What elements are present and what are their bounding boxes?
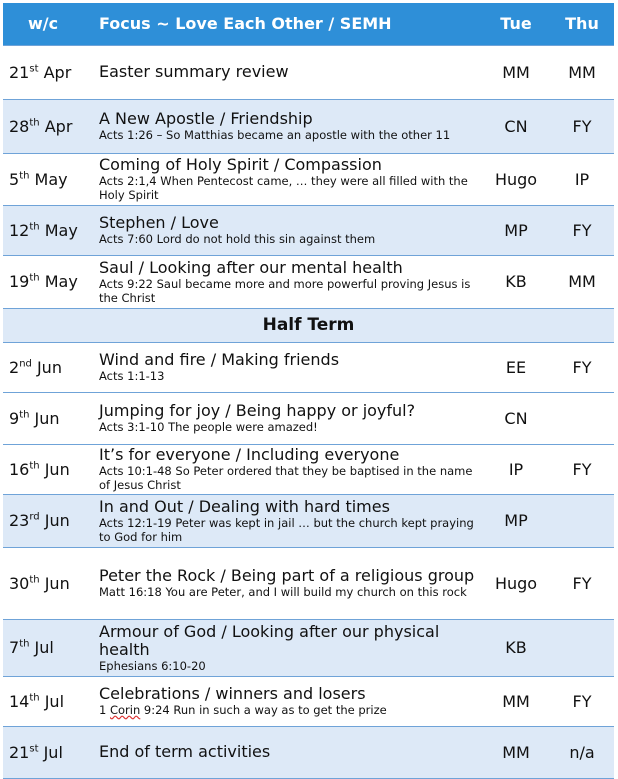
tue-leader: MP — [482, 205, 550, 255]
week-date: 19th May — [3, 255, 95, 308]
header-thu: Thu — [550, 3, 614, 45]
focus-reference: Acts 9:22 Saul became more and more powerful proving Jesus is the Christ — [99, 276, 471, 305]
table-row — [3, 392, 614, 444]
tue-leader: MM — [482, 676, 550, 726]
focus-title: Celebrations / winners and losers — [99, 684, 366, 703]
tue-leader: KB — [482, 619, 550, 676]
focus-title: Jumping for joy / Being happy or joyful? — [99, 401, 416, 420]
tue-leader: Hugo — [482, 153, 550, 205]
week-focus — [95, 619, 482, 676]
half-term-row — [3, 308, 614, 342]
thu-leader — [550, 392, 614, 444]
focus-reference: Acts 7:60 Lord do not hold this sin against them — [99, 232, 376, 246]
header-wc: w/c — [3, 3, 95, 45]
schedule-table — [3, 3, 614, 779]
thu-leader: FY — [550, 547, 614, 619]
focus-title: Peter the Rock / Being part of a religious group — [99, 566, 475, 585]
thu-leader: FY — [550, 444, 614, 494]
week-date: 21st Jul — [3, 726, 95, 778]
thu-leader: FY — [550, 676, 614, 726]
header-row — [3, 3, 614, 45]
week-date: 12th May — [3, 205, 95, 255]
week-focus — [95, 547, 482, 619]
week-date: 2nd Jun — [3, 342, 95, 392]
table-row — [3, 342, 614, 392]
table-row — [3, 547, 614, 619]
week-date: 23rd Jun — [3, 494, 95, 547]
tue-leader: Hugo — [482, 547, 550, 619]
thu-leader: MM — [550, 45, 614, 99]
focus-title: Saul / Looking after our mental health — [99, 257, 403, 277]
focus-reference: Acts 3:1-10 The people were amazed! — [99, 420, 318, 434]
thu-leader: FY — [550, 205, 614, 255]
week-date: 21st Apr — [3, 45, 95, 99]
week-focus — [95, 153, 482, 205]
tue-leader: CN — [482, 99, 550, 153]
half-term-label: Half Term — [3, 308, 614, 342]
spellcheck-word: Corin — [109, 703, 141, 717]
tue-leader: MM — [482, 726, 550, 778]
table-row — [3, 153, 614, 205]
focus-reference: Ephesians 6:10-20 — [99, 658, 206, 673]
focus-title: End of term activities — [99, 742, 271, 761]
tue-leader: MP — [482, 494, 550, 547]
week-focus — [95, 255, 482, 308]
tue-leader: KB — [482, 255, 550, 308]
tue-leader: MM — [482, 45, 550, 99]
week-focus — [95, 45, 482, 99]
thu-leader: IP — [550, 153, 614, 205]
tue-leader: IP — [482, 444, 550, 494]
table-row — [3, 619, 614, 676]
table-row — [3, 99, 614, 153]
week-focus — [95, 99, 482, 153]
table-row — [3, 726, 614, 778]
week-focus — [95, 392, 482, 444]
tue-leader: CN — [482, 392, 550, 444]
table-row — [3, 205, 614, 255]
tue-leader: EE — [482, 342, 550, 392]
week-date: 28th Apr — [3, 99, 95, 153]
table-row — [3, 494, 614, 547]
week-focus — [95, 494, 482, 547]
focus-title: Wind and fire / Making friends — [99, 350, 340, 369]
focus-title: Coming of Holy Spirit / Compassion — [99, 155, 382, 174]
focus-reference: Acts 1:1-13 — [99, 369, 165, 383]
focus-reference: Acts 2:1,4 When Pentecost came, … they were all filled with the Holy Spirit — [99, 174, 468, 202]
focus-title: In and Out / Dealing with hard times — [99, 496, 390, 516]
week-date: 16th Jun — [3, 444, 95, 494]
thu-leader: FY — [550, 342, 614, 392]
focus-reference: 1 Corin 9:24 Run in such a way as to get the prize — [99, 703, 387, 717]
week-date: 9th Jun — [3, 392, 95, 444]
focus-title: Stephen / Love — [99, 213, 219, 232]
header-tue: Tue — [482, 3, 550, 45]
focus-reference: Matt 16:18 You are Peter, and I will build my church on this rock — [99, 585, 467, 599]
week-date: 14th Jul — [3, 676, 95, 726]
focus-title: Armour of God / Looking after our physical health — [99, 621, 440, 659]
week-focus — [95, 444, 482, 494]
week-focus — [95, 676, 482, 726]
focus-reference: Acts 12:1-19 Peter was kept in jail … but the church kept praying to God for him — [99, 515, 474, 544]
week-date: 5th May — [3, 153, 95, 205]
thu-leader — [550, 494, 614, 547]
week-focus — [95, 205, 482, 255]
week-date: 7th Jul — [3, 619, 95, 676]
week-date: 30th Jun — [3, 547, 95, 619]
thu-leader: FY — [550, 99, 614, 153]
table-row — [3, 255, 614, 308]
focus-title: It’s for everyone / Including everyone — [99, 445, 400, 464]
week-focus — [95, 726, 482, 778]
table-row — [3, 45, 614, 99]
week-focus — [95, 342, 482, 392]
table-row — [3, 676, 614, 726]
table-row — [3, 444, 614, 494]
focus-reference: Acts 1:26 – So Matthias became an apostle with the other 11 — [99, 128, 451, 142]
header-focus: Focus ~ Love Each Other / SEMH — [95, 3, 482, 45]
focus-title: Easter summary review — [99, 62, 289, 81]
thu-leader: MM — [550, 255, 614, 308]
focus-title: A New Apostle / Friendship — [99, 109, 313, 128]
thu-leader: n/a — [550, 726, 614, 778]
thu-leader — [550, 619, 614, 676]
focus-reference: Acts 10:1-48 So Peter ordered that they be baptised in the name of Jesus Christ — [99, 464, 473, 492]
